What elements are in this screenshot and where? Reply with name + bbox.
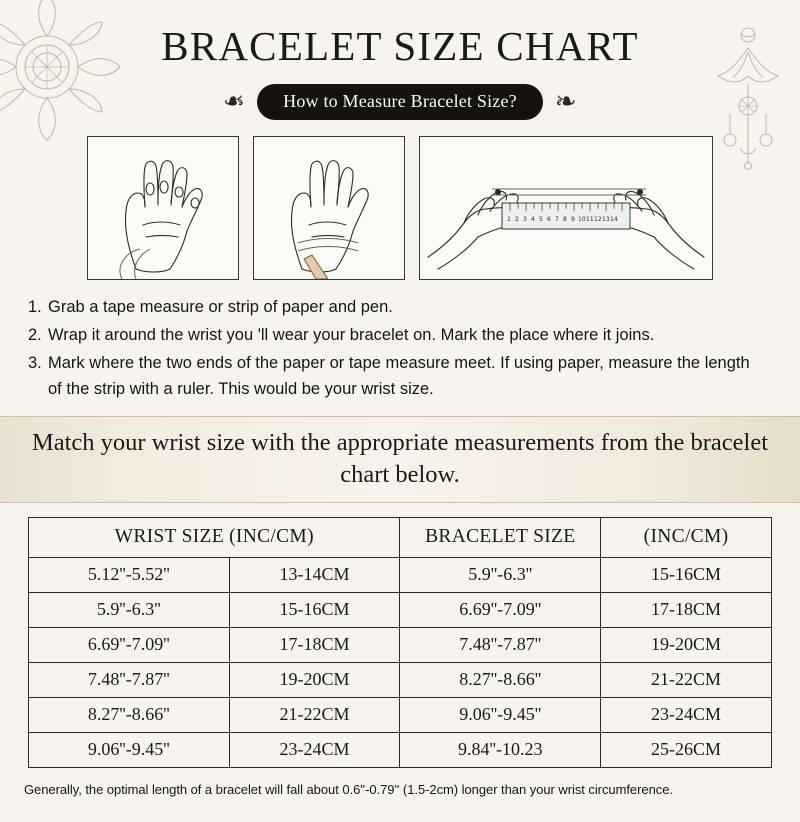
illustration-row: [0, 136, 800, 280]
cell-bracelet-inch: 9.06''-9.45'': [400, 697, 601, 732]
cell-wrist-inch: 7.48''-7.87'': [29, 662, 230, 697]
table-row: [29, 557, 772, 592]
cell-wrist-cm: 15-16CM: [229, 592, 400, 627]
step-text: Mark where the two ends of the paper or tape measure meet. If using paper, measure the length of the strip with a ruler. This would be your wrist size.: [48, 354, 750, 399]
cell-bracelet-cm: 15-16CM: [601, 557, 772, 592]
cell-wrist-inch: 6.69''-7.09'': [29, 627, 230, 662]
cell-bracelet-inch: 8.27''-8.66'': [400, 662, 601, 697]
subtitle-row: [0, 84, 800, 120]
table-header-row: [29, 517, 772, 557]
cell-bracelet-inch: 9.84''-10.23: [400, 732, 601, 767]
cell-wrist-inch: 5.12''-5.52'': [29, 557, 230, 592]
step-text: Wrap it around the wrist you 'll wear your bracelet on. Mark the place where it joins.: [48, 326, 655, 345]
cell-wrist-cm: 13-14CM: [229, 557, 400, 592]
list-item: [28, 322, 766, 348]
hands-measuring-paper-with-ruler-photo: [419, 136, 713, 280]
cell-bracelet-cm: 17-18CM: [601, 592, 772, 627]
svg-text:12: 12: [594, 216, 602, 223]
svg-text:2: 2: [515, 216, 519, 223]
cell-wrist-cm: 21-22CM: [229, 697, 400, 732]
cell-bracelet-cm: 23-24CM: [601, 697, 772, 732]
bracelet-size-table: [28, 517, 772, 768]
cell-bracelet-cm: 19-20CM: [601, 627, 772, 662]
instruction-list: [28, 294, 766, 402]
svg-text:1: 1: [507, 216, 511, 223]
svg-text:7: 7: [555, 216, 559, 223]
cell-wrist-inch: 8.27''-8.66'': [29, 697, 230, 732]
cell-bracelet-cm: 25-26CM: [601, 732, 772, 767]
list-item: [28, 350, 766, 402]
step-number: 1.: [28, 298, 42, 316]
swirl-left-icon: ❧: [223, 87, 246, 117]
svg-text:11: 11: [586, 216, 594, 223]
cell-wrist-cm: 23-24CM: [229, 732, 400, 767]
svg-text:5: 5: [539, 216, 543, 223]
cell-bracelet-inch: 6.69''-7.09'': [400, 592, 601, 627]
hand-with-string-photo: [87, 136, 239, 280]
list-item: [28, 294, 766, 320]
cell-bracelet-cm: 21-22CM: [601, 662, 772, 697]
page-title: BRACELET SIZE CHART: [161, 23, 639, 69]
header-bracelet-size: BRACELET SIZE: [400, 517, 601, 557]
step-number: 3.: [28, 354, 42, 373]
cell-wrist-cm: 19-20CM: [229, 662, 400, 697]
svg-text:9: 9: [571, 216, 575, 223]
swirl-right-icon: ❧: [554, 87, 577, 117]
svg-text:3: 3: [523, 216, 527, 223]
table-body: [29, 557, 772, 767]
table-header: [29, 517, 772, 557]
svg-text:8: 8: [563, 216, 567, 223]
step-number: 2.: [28, 326, 42, 345]
match-banner: Match your wrist size with the appropriate measurements from the bracelet chart below.: [0, 416, 800, 503]
size-table-wrapper: [28, 517, 772, 768]
table-row: [29, 697, 772, 732]
table-row: [29, 627, 772, 662]
svg-text:4: 4: [531, 216, 535, 223]
hand-with-paper-strip-photo: [253, 136, 405, 280]
header-bracelet-unit: (INC/CM): [601, 517, 772, 557]
cell-wrist-cm: 17-18CM: [229, 627, 400, 662]
svg-text:14: 14: [610, 216, 618, 223]
cell-bracelet-inch: 5.9''-6.3'': [400, 557, 601, 592]
step-text: Grab a tape measure or strip of paper and pen.: [48, 298, 393, 316]
header-wrist-size: WRIST SIZE (INC/CM): [29, 517, 400, 557]
footnote-text: Generally, the optimal length of a bracelet will fall about 0.6''-0.79'' (1.5-2cm) longer than your wrist circumference.: [24, 781, 673, 797]
svg-text:10: 10: [578, 216, 586, 223]
table-row: [29, 662, 772, 697]
table-row: [29, 732, 772, 767]
cell-wrist-inch: 5.9''-6.3'': [29, 592, 230, 627]
svg-text:13: 13: [602, 216, 610, 223]
svg-text:6: 6: [547, 216, 551, 223]
table-row: [29, 592, 772, 627]
cell-bracelet-inch: 7.48''-7.87'': [400, 627, 601, 662]
subtitle-pill: How to Measure Bracelet Size?: [257, 84, 543, 120]
cell-wrist-inch: 9.06''-9.45'': [29, 732, 230, 767]
